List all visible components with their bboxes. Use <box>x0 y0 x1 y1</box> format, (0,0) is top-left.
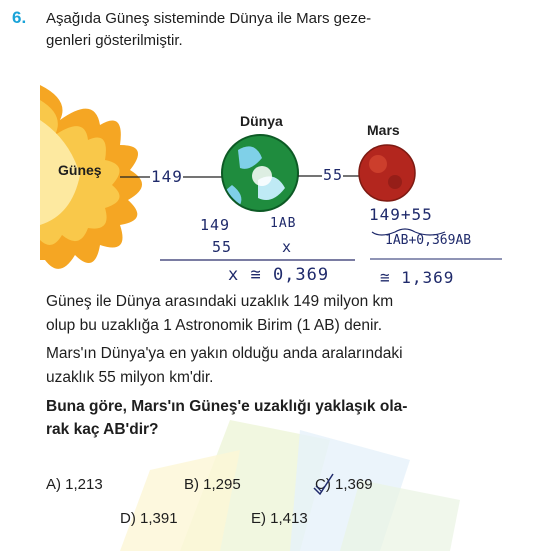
question-line2: rak kaç AB'dir? <box>46 421 159 438</box>
option-a[interactable]: A) 1,213 <box>46 476 103 493</box>
hand-ratio-1ab: 1AB <box>270 216 297 231</box>
hand-ratio-149: 149 <box>200 216 231 234</box>
hand-sum: 149+55 <box>369 205 433 224</box>
question-line1: Buna göre, Mars'ın Güneş'e uzaklığı yaklaşık ola- <box>46 398 408 415</box>
question-intro-line1: Aşağıda Güneş sisteminde Dünya ile Mars geze- <box>46 10 372 27</box>
info-line1: Güneş ile Dünya arasındaki uzaklık 149 milyon km <box>46 293 394 310</box>
hand-ratio-55: 55 <box>212 238 233 256</box>
option-c[interactable] <box>315 476 373 493</box>
distance-earth-mars: 55 <box>323 166 344 184</box>
checkmark-icon <box>311 472 335 496</box>
hand-result-right: ≅ 1,369 <box>380 268 455 287</box>
hand-ratio-x: x <box>282 238 293 256</box>
info-line3: Mars'ın Dünya'ya en yakın olduğu anda aralarındaki <box>46 345 403 362</box>
sun-label: Güneş <box>58 162 102 178</box>
mars-icon <box>359 145 415 201</box>
hand-sum-ab: 1AB+0,369AB <box>385 233 472 248</box>
option-e[interactable]: E) 1,413 <box>251 510 308 527</box>
earth-icon <box>222 135 298 211</box>
distance-sun-earth: 149 <box>151 167 183 186</box>
option-d[interactable]: D) 1,391 <box>120 510 178 527</box>
option-c-letter: C) <box>315 476 331 493</box>
info-line4: uzaklık 55 milyon km'dir. <box>46 369 214 386</box>
question-intro-line2: genleri gösterilmiştir. <box>46 32 183 49</box>
mars-label: Mars <box>367 122 400 138</box>
question-number: 6. <box>12 8 27 27</box>
hand-result-left: x ≅ 0,369 <box>228 265 330 285</box>
sun-icon <box>20 80 142 300</box>
option-c-value: 1,369 <box>335 476 373 493</box>
info-line2: olup bu uzaklığa 1 Astronomik Birim (1 AB) denir. <box>46 317 382 334</box>
option-b[interactable]: B) 1,295 <box>184 476 241 493</box>
earth-label: Dünya <box>240 113 283 129</box>
